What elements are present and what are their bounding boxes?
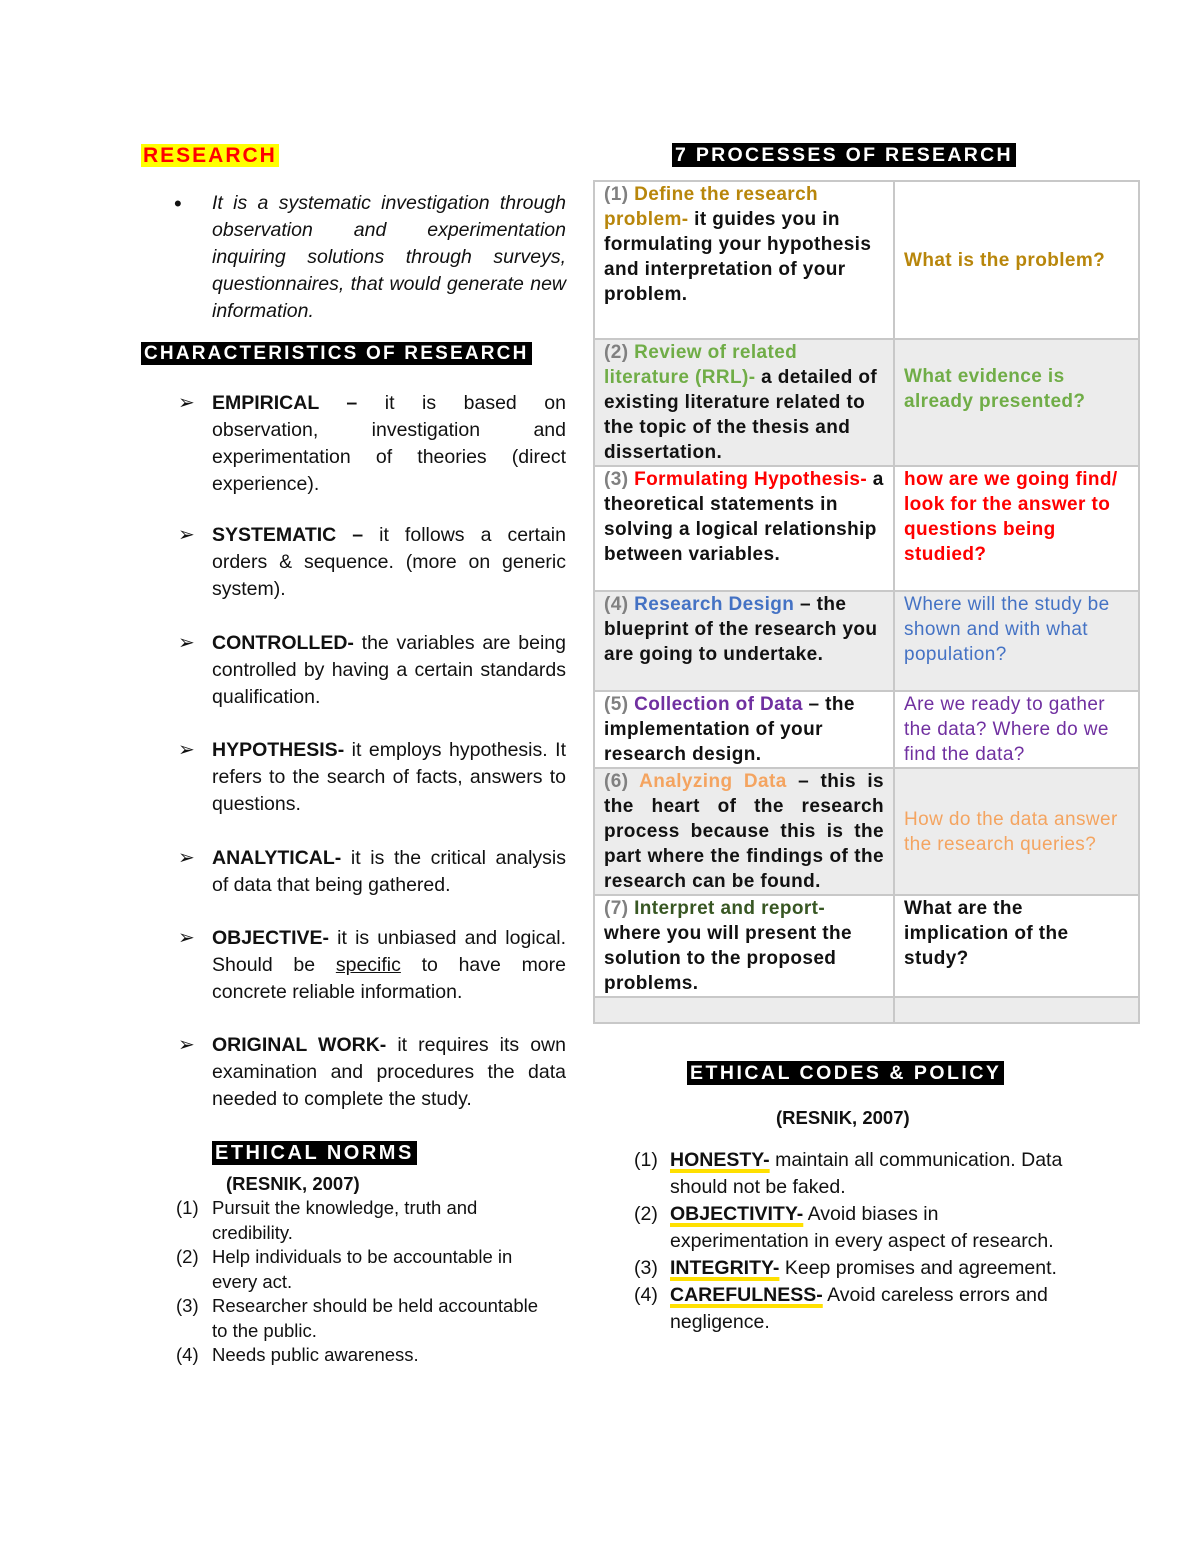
arrow-bullet-icon: ➢ xyxy=(178,847,195,869)
process-cell: (1) Define the research problem- it guides you in formulating your hypothesis and interpretation of your problem. xyxy=(594,181,894,339)
process-cell: (2) Review of related literature (RRL)- a detailed of existing literature related to the topic of the thesis and dissertation. xyxy=(594,339,894,466)
table-row xyxy=(594,339,1139,466)
empty-cell xyxy=(894,997,1139,1023)
question-cell: What is the problem? xyxy=(894,181,1139,339)
table-row xyxy=(594,591,1139,691)
list-item: (1) HONESTY- maintain all communication. Data should not be faked. xyxy=(634,1149,1063,1198)
table-row xyxy=(594,691,1139,768)
research-heading: RESEARCH xyxy=(143,144,277,167)
table-row xyxy=(594,466,1139,591)
arrow-bullet-icon: ➢ xyxy=(178,739,195,761)
characteristic-item: ➢ HYPOTHESIS- it employs hypothesis. It refers to the search of facts, answers to questions. xyxy=(178,739,566,815)
arrow-bullet-icon: ➢ xyxy=(178,1034,195,1056)
ethical-codes-source: (RESNIK, 2007) xyxy=(776,1107,910,1128)
question-cell: How do the data answer the research queries? xyxy=(894,768,1139,895)
processes-heading: 7 PROCESSES OF RESEARCH xyxy=(672,144,1016,167)
arrow-bullet-icon: ➢ xyxy=(178,927,195,949)
table-row-empty xyxy=(594,997,1139,1023)
process-cell: (3) Formulating Hypothesis- a theoretical statements in solving a logical relationship between variables. xyxy=(594,466,894,591)
characteristic-item: ➢ CONTROLLED- the variables are being controlled by having a certain standards qualification. xyxy=(178,632,566,708)
empty-cell xyxy=(594,997,894,1023)
characteristic-item: ➢ ANALYTICAL- it is the critical analysis of data that being gathered. xyxy=(178,847,566,896)
list-item: (3) Researcher should be held accountable to the public. xyxy=(176,1295,539,1341)
question-cell: Are we ready to gather the data? Where do we find the data? xyxy=(894,691,1139,768)
list-item: (4) Needs public awareness. xyxy=(176,1344,419,1365)
list-item: (2) Help individuals to be accountable in every act. xyxy=(176,1246,513,1292)
characteristic-item: ➢ EMPIRICAL – it is based on observation, investigation and experimentation of theories (direct experience). xyxy=(178,392,566,495)
characteristics-heading: CHARACTERISTICS OF RESEARCH xyxy=(141,343,532,365)
list-item: (2) OBJECTIVITY- Avoid biases in experimentation in every aspect of research. xyxy=(634,1203,1054,1252)
process-cell: (5) Collection of Data – the implementation of your research design. xyxy=(594,691,894,768)
ethical-codes-heading: ETHICAL CODES & POLICY xyxy=(687,1062,1004,1085)
characteristic-item: ➢ SYSTEMATIC – it follows a certain orders & sequence. (more on generic system). xyxy=(178,524,566,600)
question-cell: What are the implication of the study? xyxy=(894,895,1139,997)
question-cell: Where will the study be shown and with what population? xyxy=(894,591,1139,691)
arrow-bullet-icon: ➢ xyxy=(178,632,195,654)
arrow-bullet-icon: ➢ xyxy=(178,524,195,546)
list-item: (3) INTEGRITY- Keep promises and agreement. xyxy=(634,1257,1057,1279)
ethical-norms-source: (RESNIK, 2007) xyxy=(226,1173,360,1194)
table-row xyxy=(594,181,1139,339)
ethical-codes-list xyxy=(634,1147,1070,1336)
process-cell: (4) Research Design – the blueprint of the research you are going to undertake. xyxy=(594,591,894,691)
table-row xyxy=(594,895,1139,997)
process-cell: (7) Interpret and report- where you will present the solution to the proposed problems. xyxy=(594,895,894,997)
bullet-icon: • xyxy=(174,191,182,216)
ethical-norms-heading: ETHICAL NORMS xyxy=(212,1142,417,1165)
characteristic-item: ➢ OBJECTIVE- it is unbiased and logical. Should be specific to have more concrete reliable information. xyxy=(178,927,566,1003)
list-item: (4) CAREFULNESS- Avoid careless errors and negligence. xyxy=(634,1284,1048,1333)
table-row xyxy=(594,768,1139,895)
processes-table xyxy=(593,180,1140,1024)
characteristic-item: ➢ ORIGINAL WORK- it requires its own examination and procedures the data needed to complete the study. xyxy=(178,1034,566,1110)
research-definition: • It is a systematic investigation through observation and experimentation inquiring solutions through surveys, questionnaires, that would generate new information. xyxy=(174,191,566,322)
underlined-word: specific xyxy=(335,954,401,976)
question-cell: how are we going find/ look for the answer to questions being studied? xyxy=(894,466,1139,591)
ethical-norms-list xyxy=(176,1196,552,1368)
question-cell: What evidence is already presented? xyxy=(894,339,1139,466)
list-item: (1) Pursuit the knowledge, truth and credibility. xyxy=(176,1197,478,1243)
arrow-bullet-icon: ➢ xyxy=(178,392,195,414)
process-cell: (6) Analyzing Data – this is the heart of the research process because this is the part where the findings of the research can be found. xyxy=(594,768,894,895)
